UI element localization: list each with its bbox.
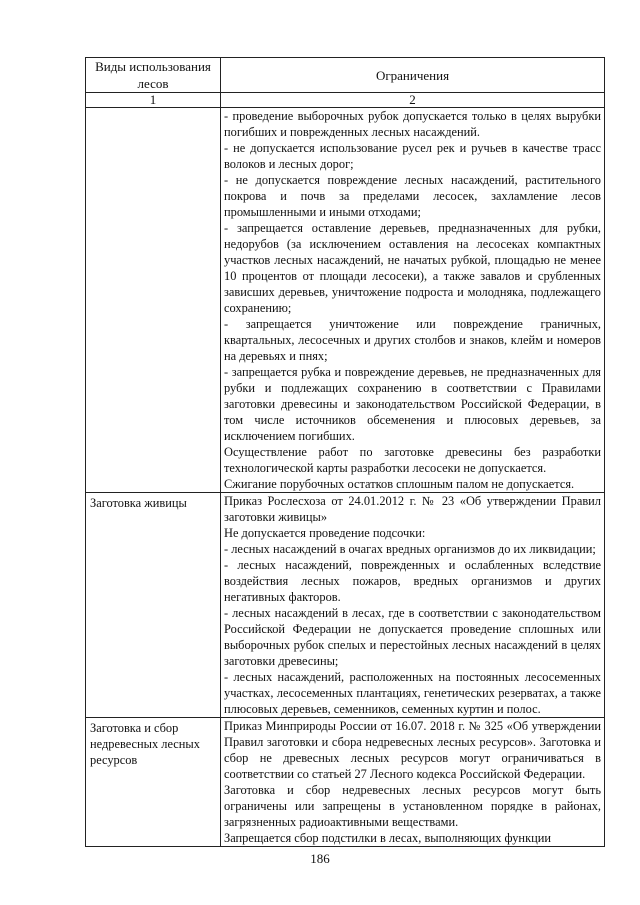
table-header-row	[86, 58, 605, 93]
table-row	[86, 108, 605, 493]
paragraph: - лесных насаждений в лесах, где в соответствии с законодательством Российской Федерации не допускается проведение сплошных или выборочных рубок спелых и перестойных лесных насаждений в целях заготовки древесины;	[224, 606, 601, 668]
paragraph: Приказ Минприроды России от 16.07. 2018 г. № 325 «Об утверждении Правил заготовки и сбора недревесных лесных ресурсов». Заготовка и сбор не древесных лесных ресурсов могут ограничиваться в соответствии со статьей 27 Лесного кодекса Российской Федерации.	[224, 719, 601, 781]
column-number-1: 1	[86, 93, 221, 108]
paragraph: Не допускается проведение подсочки:	[224, 526, 426, 540]
forest-use-cell: Заготовка живицы	[86, 493, 221, 718]
column-header-restrictions: Ограничения	[221, 58, 605, 93]
paragraph: - лесных насаждений, расположенных на постоянных лесосеменных участках, лесосеменных плантациях, генетических резерватах, а также плюсовых деревьев, семенников, семенных куртин и полос.	[224, 670, 601, 716]
paragraph: Запрещается сбор подстилки в лесах, выполняющих функции	[224, 831, 551, 845]
table-column-number-row	[86, 93, 605, 108]
forest-use-cell	[86, 108, 221, 493]
paragraph: Заготовка и сбор недревесных лесных ресурсов могут быть ограничены или запрещены в установленном порядке в районах, загрязненных радиоактивными веществами.	[224, 783, 601, 829]
restrictions-cell	[221, 718, 605, 847]
page-number: 186	[310, 851, 330, 866]
paragraph: Приказ Рослесхоза от 24.01.2012 г. № 23 «Об утверждении Правил заготовки живицы»	[224, 494, 601, 524]
table-row	[86, 718, 605, 847]
restrictions-cell	[221, 108, 605, 493]
paragraph: Сжигание порубочных остатков сплошным палом не допускается.	[224, 477, 575, 491]
paragraph: - лесных насаждений, поврежденных и ослабленных вследствие воздействия лесных пожаров, вредных организмов и других негативных факторов.	[224, 558, 601, 604]
paragraph: - запрещается рубка и повреждение деревьев, не предназначенных для рубки и подлежащих сохранению в соответствии с Правилами заготовки древесины и законодательством Российской Федерации, в том числе источников обсеменения и плюсовых деревьев, за исключением погибших.	[224, 365, 601, 443]
paragraph: Осуществление работ по заготовке древесины без разработки технологической карты разработки лесосеки не допускается.	[224, 445, 601, 475]
paragraph: - не допускается использование русел рек и ручьев в качестве трасс волоков и лесных дорог;	[224, 141, 601, 171]
restrictions-cell	[221, 493, 605, 718]
paragraph: - лесных насаждений в очагах вредных организмов до их ликвидации;	[224, 542, 596, 556]
forest-use-cell: Заготовка и сбор недревесных лесных ресурсов	[86, 718, 221, 847]
column-header-forest-use: Виды использования лесов	[86, 58, 221, 93]
restrictions-table	[85, 57, 605, 847]
table-row	[86, 493, 605, 718]
paragraph: - не допускается повреждение лесных насаждений, растительного покрова и почв за пределами лесосек, захламление лесов промышленными и иными отходами;	[224, 173, 601, 219]
column-number-2: 2	[221, 93, 605, 108]
paragraph: - проведение выборочных рубок допускается только в целях вырубки погибших и поврежденных лесных насаждений.	[224, 109, 601, 139]
paragraph: - запрещается оставление деревьев, предназначенных для рубки, недорубов (за исключением оставления на лесосеках компактных участков лесных насаждений, не начатых рубкой, площадью не менее 10 процентов от площади лесосеки), а также завалов и срубленных зависших деревьев, уничтожение подроста и молодняка, подлежащего сохранению;	[224, 221, 601, 315]
paragraph: - запрещается уничтожение или повреждение граничных, квартальных, лесосечных и других столбов и знаков, клейм и номеров на деревьях и пнях;	[224, 317, 601, 363]
